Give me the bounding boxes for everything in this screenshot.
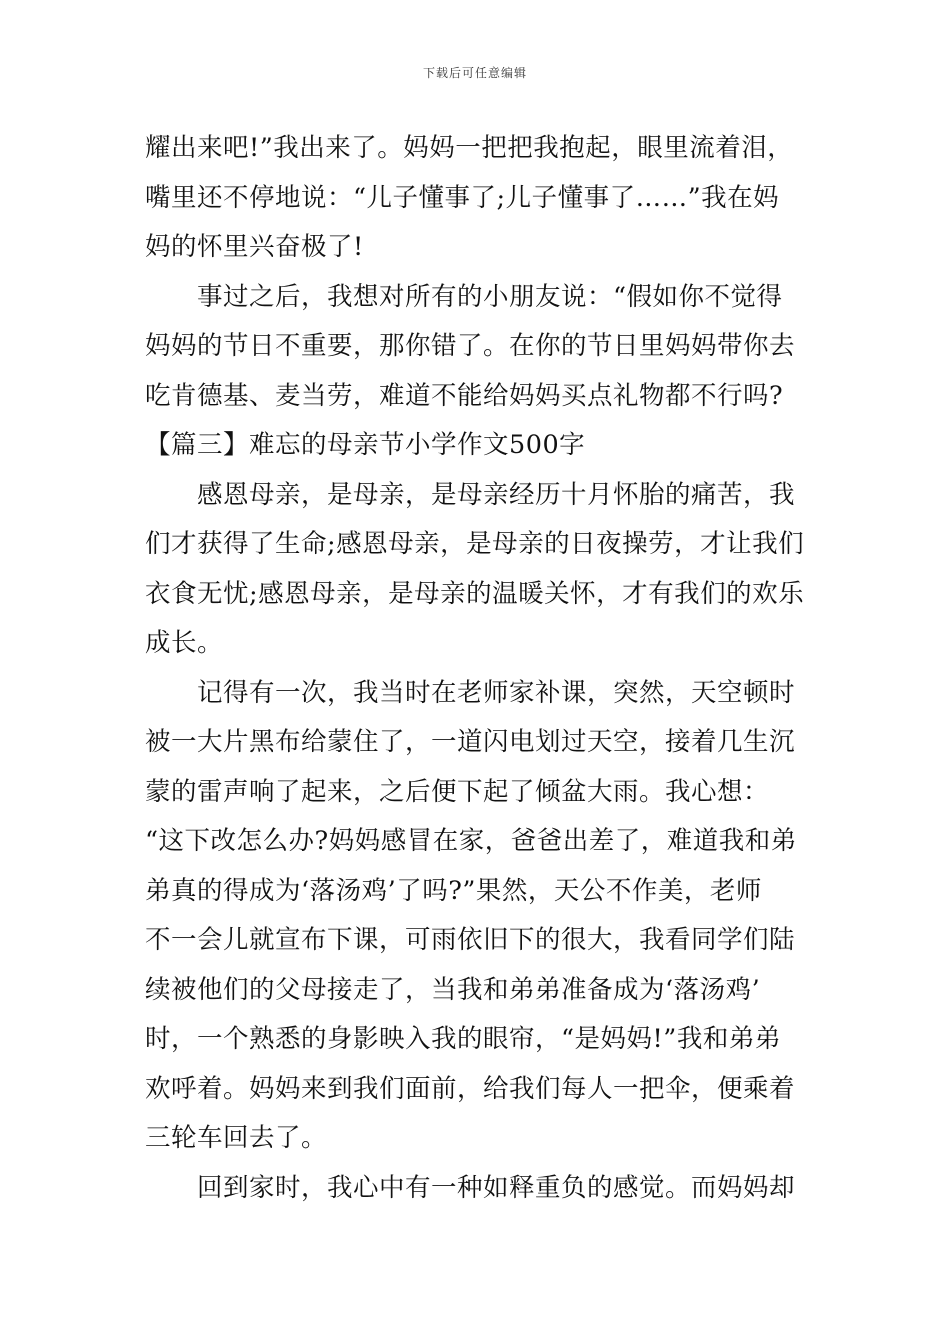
text-line: 们才获得了生命;感恩母亲，是母亲的日夜操劳，才让我们: [145, 529, 805, 559]
text-line: 续被他们的父母接走了，当我和弟弟准备成为‘落汤鸡’: [145, 974, 761, 1005]
text-line: 不一会儿就宣布下课，可雨依旧下的很大，我看同学们陆: [145, 925, 796, 955]
text-line: 欢呼着。妈妈来到我们面前，给我们每人一把伞，便乘着: [145, 1073, 796, 1104]
text-line: 耀出来吧!”我出来了。妈妈一把把我抱起，眼里流着泪，: [145, 133, 794, 163]
text-line: 衣食无忧;感恩母亲，是母亲的温暖关怀，才有我们的欢乐: [145, 578, 805, 609]
text-line: 弟真的得成为‘落汤鸡’了吗?”果然，天公不作美，老师: [145, 875, 762, 906]
text-line: 妈妈的节日不重要，那你错了。在你的节日里妈妈带你去: [145, 331, 796, 361]
page-header: 下载后可任意编辑: [422, 66, 527, 80]
text-line: 【篇三】难忘的母亲节小学作文500字: [145, 430, 586, 460]
text-line: 蒙的雷声响了起来，之后便下起了倾盆大雨。我心想：: [145, 776, 770, 807]
text-line: 三轮车回去了。: [145, 1123, 328, 1153]
text-line: 记得有一次，我当时在老师家补课，突然，天空顿时: [197, 677, 796, 708]
text-line: 妈的怀里兴奋极了!: [145, 232, 364, 262]
text-line: 吃肯德基、麦当劳，难道不能给妈妈买点礼物都不行吗?: [145, 380, 784, 411]
text-line: 嘴里还不停地说：“儿子懂事了;儿子懂事了……”我在妈: [145, 182, 780, 213]
text-line: 成长。: [145, 628, 224, 658]
text-line: “这下改怎么办?妈妈感冒在家，爸爸出差了，难道我和弟: [145, 826, 797, 856]
text-line: 感恩母亲，是母亲，是母亲经历十月怀胎的痛苦，我: [197, 479, 796, 510]
text-line: 回到家时，我心中有一种如释重负的感觉。而妈妈却: [197, 1172, 796, 1203]
document-body: [145, 124, 810, 1213]
text-line: 被一大片黑布给蒙住了，一道闪电划过天空，接着几生沉: [145, 727, 796, 757]
text-line: 时，一个熟悉的身影映入我的眼帘，“是妈妈!”我和弟弟: [145, 1024, 781, 1054]
text-line: 事过之后，我想对所有的小朋友说：“假如你不觉得: [197, 281, 783, 312]
